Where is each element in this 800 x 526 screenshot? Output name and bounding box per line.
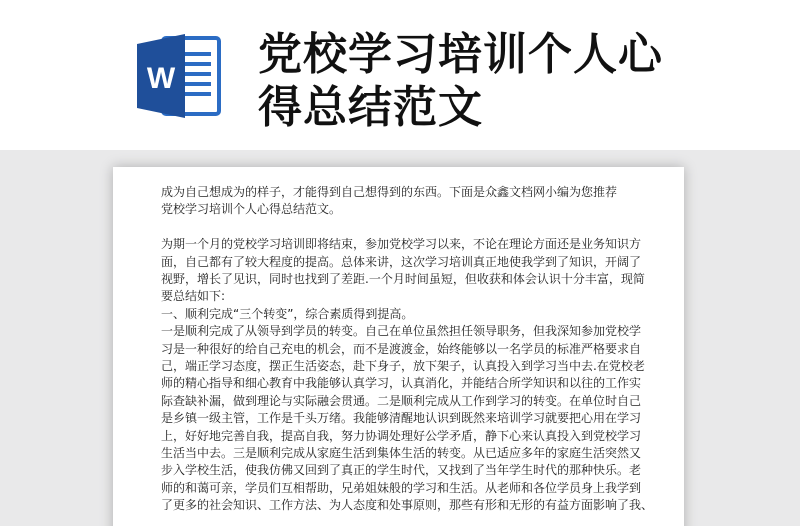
body-line: 师的和蔼可亲，学员们互相帮助，兄弟姐妹般的学习和生活。从老师和各位学员身上我学到	[161, 480, 642, 495]
paragraph-gap	[161, 219, 657, 236]
body-line: 己，端正学习态度，摆正生活姿态，赴下身子，放下架子，认真投入到学习当中去.在党校老	[161, 359, 645, 374]
section-heading: 一、顺利完成“三个转变”，综合素质得到提高。	[161, 306, 414, 321]
body-line: 习是一种很好的给自己充电的机会，而不是渡渡金，始终能够以一名学员的标准严格要求自	[161, 341, 642, 356]
body-line: 师的精心指导和细心教育中我能够认真学习，认真消化，并能结合所学知识和以往的工作实	[161, 376, 642, 391]
document-text	[161, 184, 657, 515]
word-icon-letter: W	[146, 62, 176, 95]
header-banner	[0, 0, 800, 150]
body-line: 一是顺利完成了从领导到学员的转变。自己在单位虽然担任领导职务，但我深知参加党校学	[161, 324, 642, 339]
word-document-icon	[133, 30, 225, 122]
intro-line: 成为自己想成为的样子，才能得到自己想得到的东西。下面是众鑫文档网小编为您推荐	[161, 185, 618, 199]
body-line: 视野，增长了见识，同时也找到了差距.一个月时间虽短，但收获和体会认识十分丰富，现简	[161, 272, 645, 287]
body-line: 步入学校生活，使我仿佛又回到了真正的学生时代，又找到了当年学生时代的那种快乐。老	[161, 463, 642, 478]
body-line: 是乡镇一级主管，工作是千头万绪。我能够清醒地认识到既然来培训学习就要把心用在学习	[161, 411, 642, 426]
body-line: 际查缺补漏，做到理论与实际融会贯通。二是顺利完成从工作到学习的转变。在单位时自己	[161, 393, 642, 408]
intro-line: 党校学习培训个人心得总结范文。	[161, 202, 342, 217]
body-line: 要总结如下:	[161, 289, 226, 304]
title-line-1: 党校学习培训个人心	[258, 29, 663, 80]
title-line-2: 得总结范文	[258, 82, 483, 133]
body-line: 为期一个月的党校学习培训即将结束，参加党校学习以来，不论在理论方面还是业务知识方	[161, 237, 642, 252]
body-line: 生活当中去。三是顺利完成从家庭生活到集体生活的转变。从已适应多年的家庭生活突然又	[161, 446, 642, 461]
page-title	[258, 28, 778, 134]
body-line: 上，好好地完善自我，提高自我，努力协调处理好公学矛盾，静下心来认真投入到党校学习	[161, 428, 642, 443]
body-line: 了更多的社会知识、工作方法、为人态度和处事原则，那些有形和无形的有益方面影响了我、	[161, 498, 654, 513]
body-line: 面，自己都有了较大程度的提高。总体来讲，这次学习培训真正地使我学到了知识，开阔了	[161, 254, 642, 269]
